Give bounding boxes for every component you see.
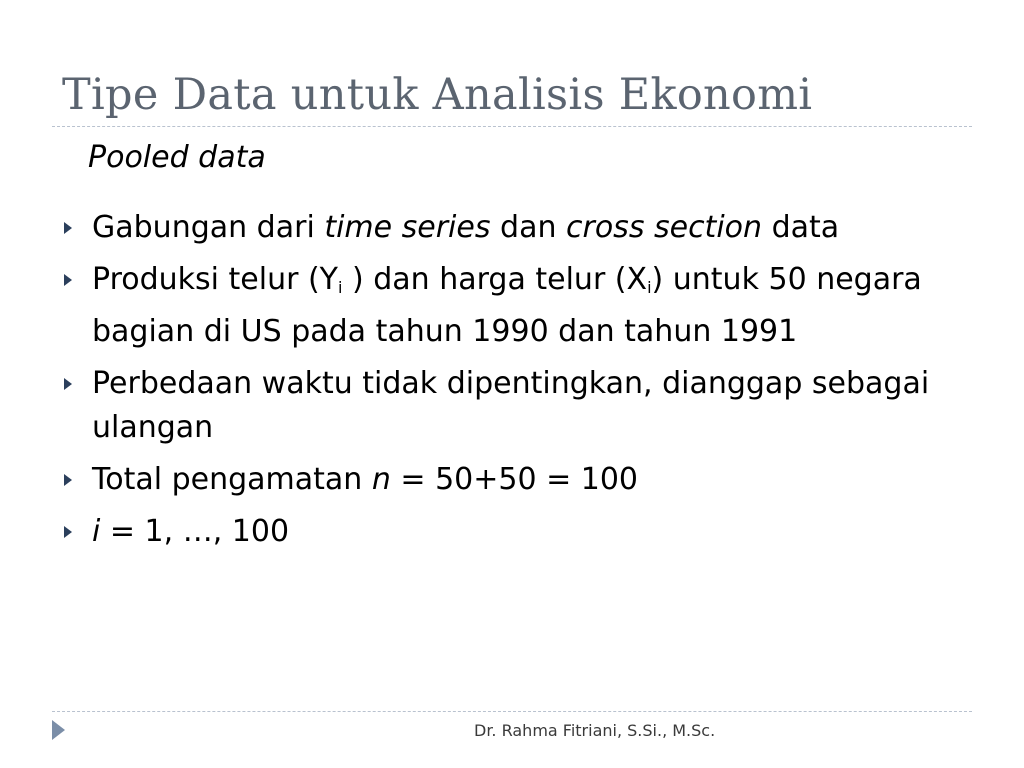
bullet-item [64,362,944,450]
subscript: i [647,278,652,297]
italic-variable: i [92,514,101,549]
triangle-bullet-icon [64,378,72,390]
slide-subtitle: Pooled data [88,140,266,175]
title-divider [52,126,972,127]
bullet-text: Perbedaan waktu tidak dipentingkan, dianggap sebagai ulangan [92,366,930,445]
slide-title: Tipe Data untuk Analisis Ekonomi [62,70,813,120]
bullet-item [64,206,944,250]
bullet-item [64,510,944,554]
triangle-bullet-icon [64,222,72,234]
triangle-bullet-icon [64,526,72,538]
triangle-bullet-icon [64,274,72,286]
footer-divider [52,711,972,712]
bullet-text: Gabungan dari time series dan cross section data [92,210,840,245]
bullet-text: Total pengamatan n = 50+50 = 100 [92,462,639,497]
bullet-item [64,458,944,502]
italic-term: cross section [566,210,763,245]
italic-variable: n [371,462,391,497]
bullet-list [64,206,944,562]
triangle-bullet-icon [64,474,72,486]
bullet-text: Produksi telur ($Y_i$ ) dan harga telur $(X_i)$ untuk 50 negara bagian di US pada tahun 1990 dan tahun 1991 [92,262,922,349]
subscript: i [338,278,343,297]
slide-footer: Dr. Rahma Fitriani, S.Si., M.Sc. [474,721,716,740]
bullet-item [64,258,944,354]
play-arrow-icon[interactable] [52,720,65,740]
italic-term: time series [324,210,491,245]
bullet-text: i = 1, …, 100 [92,514,290,549]
